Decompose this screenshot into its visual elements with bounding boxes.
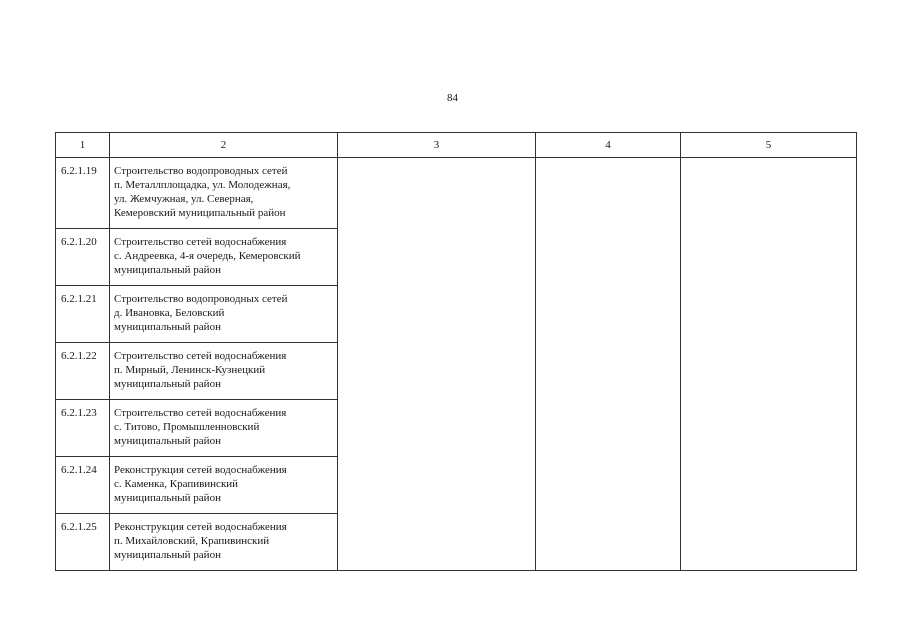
name-line: Строительство водопроводных сетей (114, 293, 288, 305)
name-line: с. Андреевка, 4-я очередь, Кемеровский (114, 250, 301, 262)
name-line: муниципальный район (114, 549, 221, 561)
row-number: 6.2.1.20 (56, 229, 110, 286)
column-header-4: 4 (536, 133, 681, 158)
name-line: п. Мирный, Ленинск-Кузнецкий (114, 364, 266, 376)
name-line: с. Каменка, Крапивинский (114, 478, 239, 490)
name-line: муниципальный район (114, 264, 221, 276)
row-number: 6.2.1.21 (56, 286, 110, 343)
name-line: Строительство водопроводных сетей (114, 165, 288, 177)
name-line: Строительство сетей водоснабжения (114, 350, 287, 362)
name-line: муниципальный район (114, 492, 221, 504)
row-number: 6.2.1.22 (56, 343, 110, 400)
projects-table (55, 132, 857, 571)
name-line: муниципальный район (114, 321, 221, 333)
column-5-cell (681, 158, 857, 571)
row-number: 6.2.1.25 (56, 514, 110, 571)
page-number: 84 (447, 92, 458, 104)
name-line: п. Михайловский, Крапивинский (114, 535, 270, 547)
row-number: 6.2.1.23 (56, 400, 110, 457)
name-line: Строительство сетей водоснабжения (114, 236, 287, 248)
row-name (110, 400, 338, 457)
column-header-1: 1 (56, 133, 110, 158)
name-line: с. Титово, Промышленновский (114, 421, 260, 433)
column-header-3: 3 (338, 133, 536, 158)
name-line: д. Ивановка, Беловский (114, 307, 225, 319)
table-row (56, 158, 857, 229)
column-header-2: 2 (110, 133, 338, 158)
name-line: ул. Жемчужная, ул. Северная, (114, 193, 254, 205)
column-header-5: 5 (681, 133, 857, 158)
name-line: Кемеровский муниципальный район (114, 207, 286, 219)
column-4-cell (536, 158, 681, 571)
row-name (110, 457, 338, 514)
row-number: 6.2.1.19 (56, 158, 110, 229)
row-name (110, 286, 338, 343)
header-row (56, 133, 857, 158)
name-line: Реконструкция сетей водоснабжения (114, 521, 287, 533)
column-3-cell (338, 158, 536, 571)
row-name (110, 158, 338, 229)
row-number: 6.2.1.24 (56, 457, 110, 514)
name-line: п. Металлплощадка, ул. Молодежная, (114, 179, 291, 191)
name-line: Реконструкция сетей водоснабжения (114, 464, 287, 476)
row-name (110, 514, 338, 571)
name-line: муниципальный район (114, 378, 221, 390)
name-line: Строительство сетей водоснабжения (114, 407, 287, 419)
row-name (110, 343, 338, 400)
name-line: муниципальный район (114, 435, 221, 447)
row-name (110, 229, 338, 286)
